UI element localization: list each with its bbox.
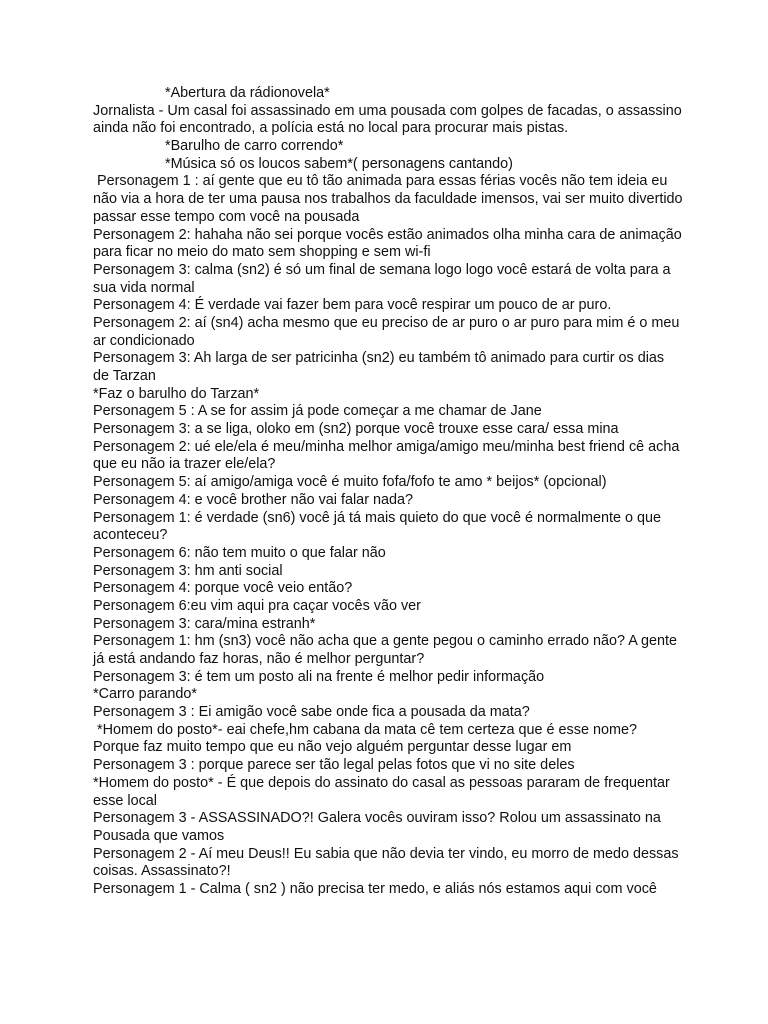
text-line: ainda não foi encontrado, a polícia está no local para procurar mais pistas. bbox=[93, 120, 569, 137]
text-line: Porque faz muito tempo que eu não vejo alguém perguntar desse lugar em bbox=[93, 739, 572, 756]
text-line: Pousada que vamos bbox=[93, 827, 225, 844]
text-line: Personagem 2 - Aí meu Deus!! Eu sabia que não devia ter vindo, eu morro de medo dessas bbox=[93, 845, 679, 862]
text-line: de Tarzan bbox=[93, 368, 156, 384]
text-line: Personagem 3: cara/mina estranh* bbox=[93, 615, 316, 632]
text-line: *Abertura da rádionovela* bbox=[93, 85, 330, 101]
text-line: passar esse tempo com você na pousada bbox=[93, 208, 360, 225]
text-line: Personagem 4: É verdade vai fazer bem para você respirar um pouco de ar puro. bbox=[93, 297, 612, 314]
text-line: Personagem 3: Ah larga de ser patricinha (sn2) eu também tô animado para curtir os dias bbox=[93, 350, 665, 367]
text-line: Personagem 2: hahaha não sei porque vocês estão animados olha minha cara de animação bbox=[93, 226, 682, 243]
text-line: Personagem 5: aí amigo/amiga você é muito fofa/fofo te amo * beijos* (opcional) bbox=[93, 474, 607, 491]
text-line: *Barulho de carro correndo* bbox=[93, 138, 344, 155]
text-line: Personagem 6:eu vim aqui pra caçar vocês vão ver bbox=[93, 597, 421, 614]
text-line: Personagem 3: calma (sn2) é só um final de semana logo logo você estará de volta para a bbox=[93, 261, 671, 278]
text-line: sua vida normal bbox=[93, 279, 195, 296]
text-line: para ficar no meio do mato sem shopping e sem wi-fi bbox=[93, 244, 431, 261]
text-line: Personagem 3: a se liga, oloko em (sn2) porque você trouxe esse cara/ essa mina bbox=[93, 421, 619, 438]
text-line: coisas. Assassinato?! bbox=[93, 863, 231, 880]
text-line: Personagem 3 - ASSASSINADO?! Galera vocês ouviram isso? Rolou um assassinato na bbox=[93, 810, 661, 827]
text-line: Personagem 3 : porque parece ser tão legal pelas fotos que vi no site deles bbox=[93, 757, 575, 774]
text-line: Personagem 4: e você brother não vai falar nada? bbox=[93, 491, 413, 508]
text-line: Personagem 4: porque você veio então? bbox=[93, 580, 353, 597]
text-line: Jornalista - Um casal foi assassinado em uma pousada com golpes de facadas, o assassino bbox=[93, 102, 682, 119]
text-line: Personagem 6: não tem muito o que falar não bbox=[93, 544, 386, 561]
text-line: *Faz o barulho do Tarzan* bbox=[93, 385, 260, 402]
text-line: *Carro parando* bbox=[93, 686, 197, 703]
text-line: Personagem 1: é verdade (sn6) você já tá mais quieto do que você é normalmente o que bbox=[93, 509, 661, 526]
text-line: Personagem 3 : Ei amigão você sabe onde fica a pousada da mata? bbox=[93, 704, 530, 721]
text-line: Personagem 2: aí (sn4) acha mesmo que eu preciso de ar puro o ar puro para mim é o meu bbox=[93, 314, 680, 331]
text-line: Personagem 5 : A se for assim já pode começar a me chamar de Jane bbox=[93, 403, 542, 420]
text-line: aconteceu? bbox=[93, 527, 168, 544]
text-line: não via a hora de ter uma pausa nos trabalhos da faculdade imensos, vai ser muito divertido bbox=[93, 191, 683, 208]
text-line: ar condicionado bbox=[93, 332, 195, 349]
text-line: *Homem do posto*- eai chefe,hm cabana da mata cê tem certeza que é esse nome? bbox=[93, 721, 637, 738]
text-line: esse local bbox=[93, 792, 157, 809]
text-line: Personagem 1 : aí gente que eu tô tão animada para essas férias vocês não tem ideia eu bbox=[93, 173, 668, 190]
script-text-body bbox=[93, 85, 713, 899]
text-line: já está andando faz horas, não é melhor perguntar? bbox=[93, 651, 425, 667]
text-line: Personagem 1: hm (sn3) você não acha que a gente pegou o caminho errado não? A gente bbox=[93, 633, 678, 650]
text-line: *Música só os loucos sabem*( personagens cantando) bbox=[93, 155, 513, 172]
text-line: Personagem 3: é tem um posto ali na frente é melhor pedir informação bbox=[93, 668, 545, 685]
text-line: Personagem 1 - Calma ( sn2 ) não precisa ter medo, e aliás nós estamos aqui com você bbox=[93, 880, 657, 897]
text-line: Personagem 2: ué ele/ela é meu/minha melhor amiga/amigo meu/minha best friend cê acha bbox=[93, 438, 680, 455]
text-line: que eu não ia trazer ele/ela? bbox=[93, 456, 276, 473]
text-line: Personagem 3: hm anti social bbox=[93, 562, 283, 579]
text-line: *Homem do posto* - É que depois do assinato do casal as pessoas pararam de frequentar bbox=[93, 774, 670, 791]
